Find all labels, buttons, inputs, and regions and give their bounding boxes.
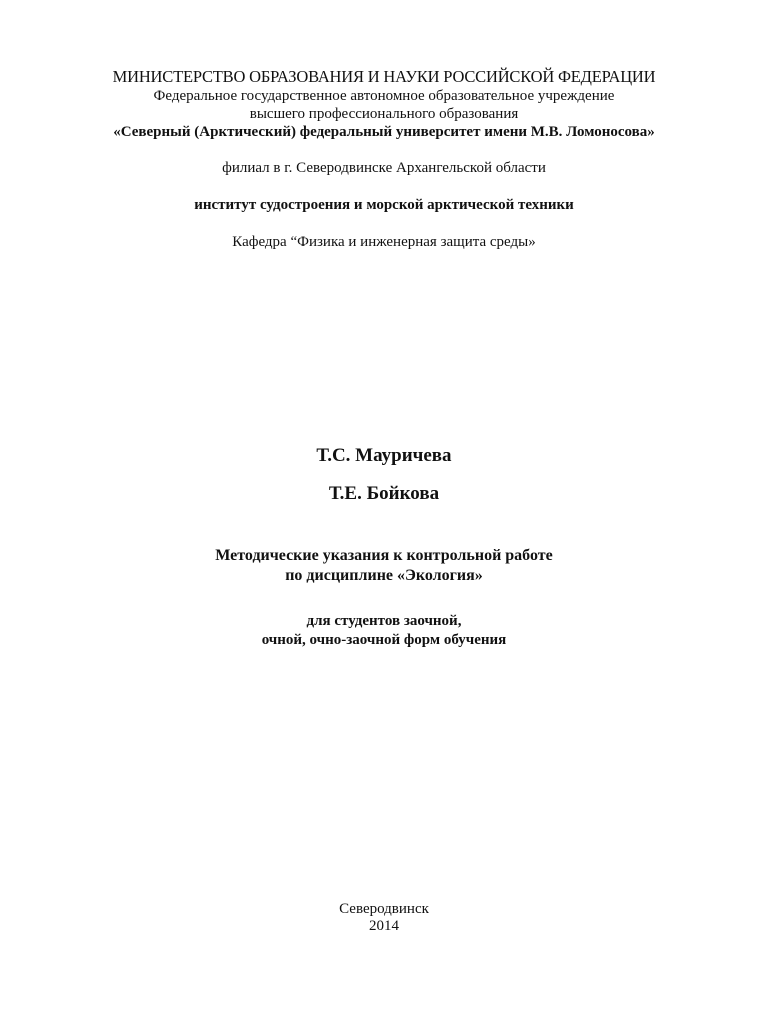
author-1: Т.С. Мауричева xyxy=(316,445,452,466)
department-name: Кафедра “Физика и инженерная защита среды» xyxy=(232,234,536,250)
ministry-heading: МИНИСТЕРСТВО ОБРАЗОВАНИЯ И НАУКИ РОССИЙСКОЙ ФЕДЕРАЦИИ xyxy=(112,67,656,86)
document-title-line-2: по дисциплине «Экология» xyxy=(285,567,483,584)
branch-name: филиал в г. Северодвинске Архангельской области xyxy=(222,160,546,176)
audience-line-1: для студентов заочной, xyxy=(306,613,462,629)
author-2: Т.Е. Бойкова xyxy=(328,483,440,504)
publication-year: 2014 xyxy=(369,918,399,934)
publication-city: Северодвинск xyxy=(339,901,429,917)
institution-line-1: Федеральное государственное автономное образовательное учреждение xyxy=(153,88,615,104)
university-name: «Северный (Арктический) федеральный университет имени М.В. Ломоносова» xyxy=(113,124,655,140)
institution-line-2: высшего профессионального образования xyxy=(249,106,519,122)
document-title-line-1: Методические указания к контрольной работе xyxy=(215,547,553,564)
audience-line-2: очной, очно-заочной форм обучения xyxy=(261,632,507,648)
institute-name: институт судостроения и морской арктической техники xyxy=(194,197,574,213)
